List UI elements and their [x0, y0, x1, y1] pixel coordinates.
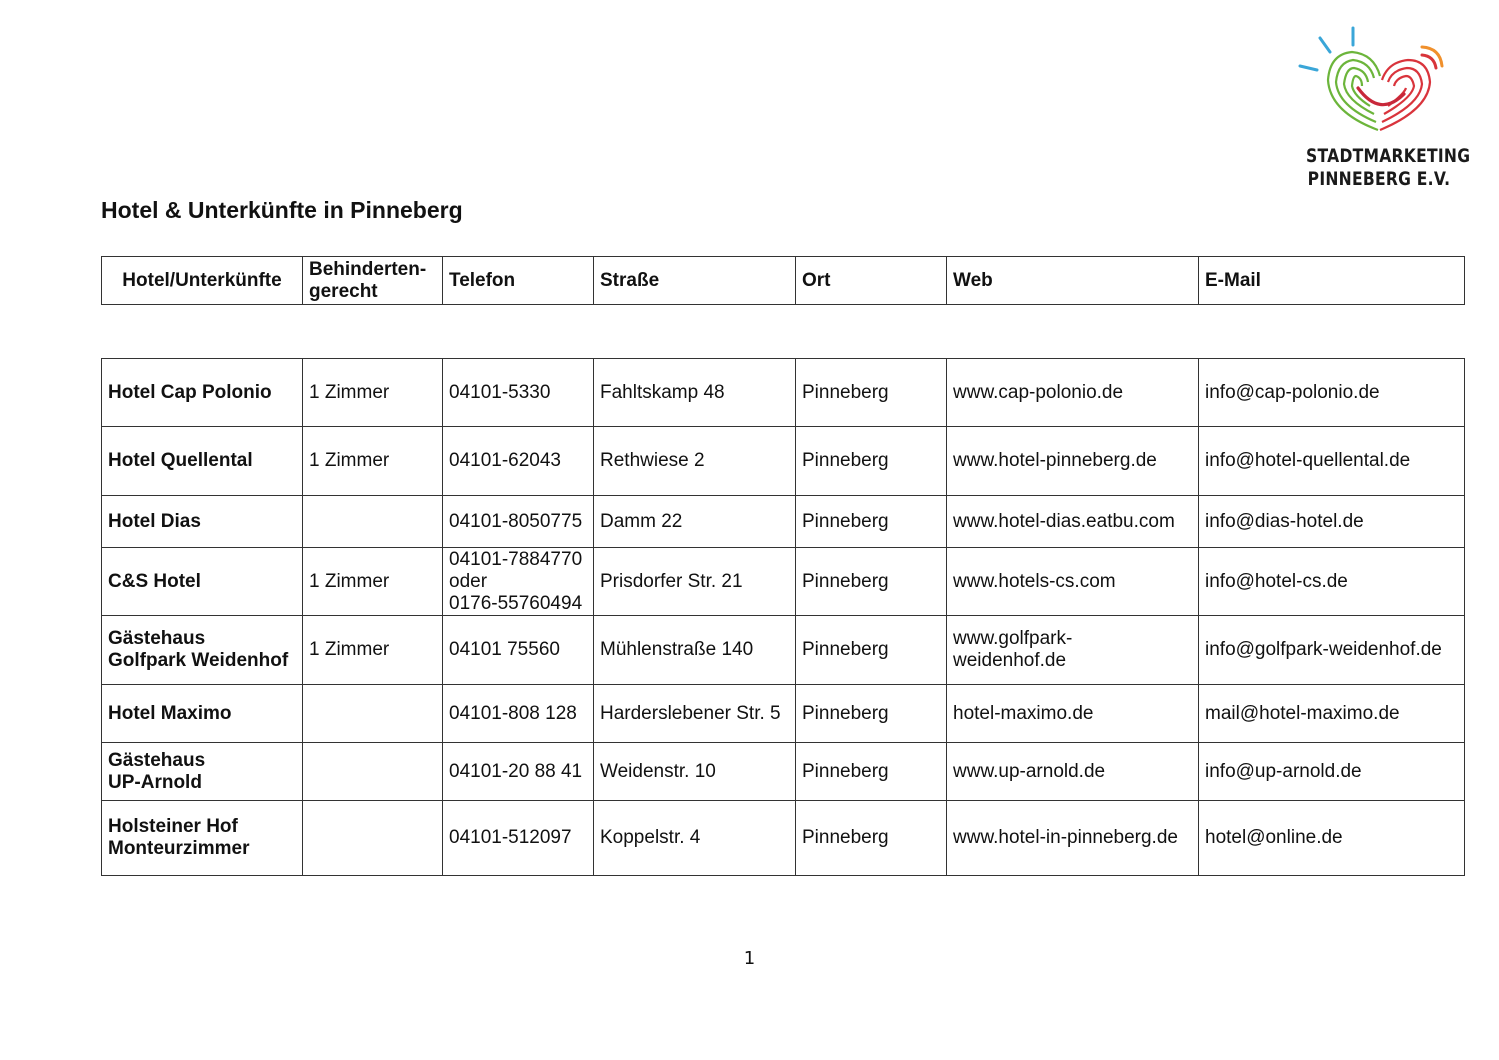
hotel-name-cell — [102, 359, 303, 427]
hotel-name-cell — [102, 743, 303, 801]
web-link-cell[interactable] — [947, 616, 1199, 685]
table-row — [102, 496, 1465, 548]
hotel-name-cell — [102, 496, 303, 548]
hotel-name-cell-line: Gästehaus — [108, 749, 206, 771]
accessible-cell: 1 Zimmer — [303, 427, 443, 496]
hotel-name-cell-line: Golfpark Weidenhof — [108, 650, 289, 671]
accessible-cell — [303, 496, 443, 548]
hotel-name-cell — [102, 801, 303, 876]
hotel-table — [101, 358, 1465, 876]
table-row — [102, 801, 1465, 876]
table-row — [102, 427, 1465, 496]
hotel-name-cell-line: Hotel Quellental — [108, 450, 253, 471]
hotel-name-cell — [102, 427, 303, 496]
phone-cell-line: 04101-512097 — [449, 827, 572, 848]
web-link-cell-line: hotel-maximo.de — [953, 702, 1094, 724]
web-link-cell[interactable] — [947, 801, 1199, 876]
phone-cell-line: 04101-5330 — [449, 381, 551, 403]
logo-text-line-2: PINNEBERG E.V. — [1307, 168, 1451, 190]
email-link-cell[interactable]: info@hotel-quellental.de — [1199, 427, 1465, 496]
column-header-city: Ort — [796, 257, 947, 305]
phone-cell-line: 04101-20 88 41 — [449, 760, 583, 782]
column-header-accessible-line-2: gerecht — [309, 280, 378, 302]
accessible-cell — [303, 801, 443, 876]
street-cell: Damm 22 — [594, 496, 796, 548]
hotel-name-cell-line: Gästehaus — [108, 628, 206, 649]
page-title: Hotel & Unterkünfte in Pinneberg — [101, 197, 463, 223]
phone-cell — [443, 801, 594, 876]
phone-cell-line: 04101-8050775 — [449, 510, 583, 532]
phone-cell — [443, 427, 594, 496]
column-header-accessible — [303, 257, 443, 305]
web-link-cell[interactable] — [947, 685, 1199, 743]
table-row — [102, 359, 1465, 427]
table-row — [102, 743, 1465, 801]
city-cell: Pinneberg — [796, 548, 947, 616]
web-link-cell-line: www.up-arnold.de — [953, 760, 1106, 782]
phone-cell-line: 04101-7884770 — [449, 548, 583, 570]
hotel-name-cell-line: Monteurzimmer — [108, 838, 250, 859]
hotel-table-body — [102, 359, 1465, 876]
stadtmarketing-logo — [1290, 22, 1471, 197]
web-link-cell[interactable] — [947, 496, 1199, 548]
heart-fingerprint-icon — [1290, 22, 1460, 147]
hotel-name-cell — [102, 548, 303, 616]
hotel-name-cell-line: Hotel Cap Polonio — [108, 381, 272, 403]
column-header-accessible-line-1: Behinderten- — [309, 258, 427, 280]
phone-cell — [443, 685, 594, 743]
city-cell: Pinneberg — [796, 496, 947, 548]
table-row — [102, 548, 1465, 616]
web-link-cell-line: weidenhof.de — [953, 650, 1067, 671]
hotel-name-cell — [102, 685, 303, 743]
header-table — [101, 256, 1465, 305]
city-cell: Pinneberg — [796, 427, 947, 496]
accessible-cell — [303, 685, 443, 743]
web-link-cell-line: www.golfpark- — [953, 628, 1073, 649]
phone-cell — [443, 496, 594, 548]
phone-cell-line: 04101 75560 — [449, 639, 560, 660]
email-link-cell[interactable]: mail@hotel-maximo.de — [1199, 685, 1465, 743]
web-link-cell[interactable] — [947, 427, 1199, 496]
email-link-cell[interactable]: hotel@online.de — [1199, 801, 1465, 876]
street-cell: Prisdorfer Str. 21 — [594, 548, 796, 616]
email-link-cell[interactable]: info@cap-polonio.de — [1199, 359, 1465, 427]
web-link-cell-line: www.hotel-dias.eatbu.com — [953, 510, 1175, 532]
web-link-cell-line: www.hotel-in-pinneberg.de — [953, 827, 1178, 848]
street-cell: Fahltskamp 48 — [594, 359, 796, 427]
column-header-email: E-Mail — [1199, 257, 1465, 305]
street-cell: Rethwiese 2 — [594, 427, 796, 496]
hotel-name-cell-line: Hotel Dias — [108, 510, 201, 532]
column-header-web: Web — [947, 257, 1199, 305]
email-link-cell[interactable]: info@hotel-cs.de — [1199, 548, 1465, 616]
city-cell: Pinneberg — [796, 685, 947, 743]
header-row — [102, 257, 1465, 305]
phone-cell-line: 0176-55760494 — [449, 592, 583, 614]
city-cell: Pinneberg — [796, 359, 947, 427]
hotel-name-cell-line: C&S Hotel — [108, 570, 201, 592]
web-link-cell[interactable] — [947, 743, 1199, 801]
email-link-cell[interactable]: info@up-arnold.de — [1199, 743, 1465, 801]
web-link-cell-line: www.hotel-pinneberg.de — [953, 450, 1157, 471]
street-cell: Weidenstr. 10 — [594, 743, 796, 801]
column-header-hotel: Hotel/Unterkünfte — [102, 257, 303, 305]
hotel-name-cell-line: UP-Arnold — [108, 771, 202, 793]
street-cell: Harderslebener Str. 5 — [594, 685, 796, 743]
web-link-cell[interactable] — [947, 548, 1199, 616]
accessible-cell — [303, 743, 443, 801]
phone-cell — [443, 743, 594, 801]
accessible-cell: 1 Zimmer — [303, 359, 443, 427]
phone-cell-line: 04101-808 128 — [449, 702, 577, 724]
email-link-cell[interactable]: info@golfpark-weidenhof.de — [1199, 616, 1465, 685]
phone-cell-line: 04101-62043 — [449, 450, 561, 471]
street-cell: Koppelstr. 4 — [594, 801, 796, 876]
email-link-cell[interactable]: info@dias-hotel.de — [1199, 496, 1465, 548]
web-link-cell[interactable] — [947, 359, 1199, 427]
table-row — [102, 616, 1465, 685]
web-link-cell-line: www.cap-polonio.de — [953, 381, 1124, 403]
table-row — [102, 685, 1465, 743]
column-header-street: Straße — [594, 257, 796, 305]
city-cell: Pinneberg — [796, 743, 947, 801]
column-header-phone: Telefon — [443, 257, 594, 305]
city-cell: Pinneberg — [796, 801, 947, 876]
street-cell: Mühlenstraße 140 — [594, 616, 796, 685]
web-link-cell-line: www.hotels-cs.com — [953, 570, 1116, 592]
hotel-name-cell-line: Holsteiner Hof — [108, 816, 238, 837]
phone-cell — [443, 359, 594, 427]
logo-text-line-1: STADTMARKETING — [1306, 145, 1471, 167]
phone-cell — [443, 616, 594, 685]
page-number: 1 — [743, 948, 756, 969]
city-cell: Pinneberg — [796, 616, 947, 685]
phone-cell-line: oder — [449, 570, 488, 592]
hotel-name-cell — [102, 616, 303, 685]
accessible-cell: 1 Zimmer — [303, 616, 443, 685]
phone-cell — [443, 548, 594, 616]
hotel-name-cell-line: Hotel Maximo — [108, 702, 232, 724]
accessible-cell: 1 Zimmer — [303, 548, 443, 616]
